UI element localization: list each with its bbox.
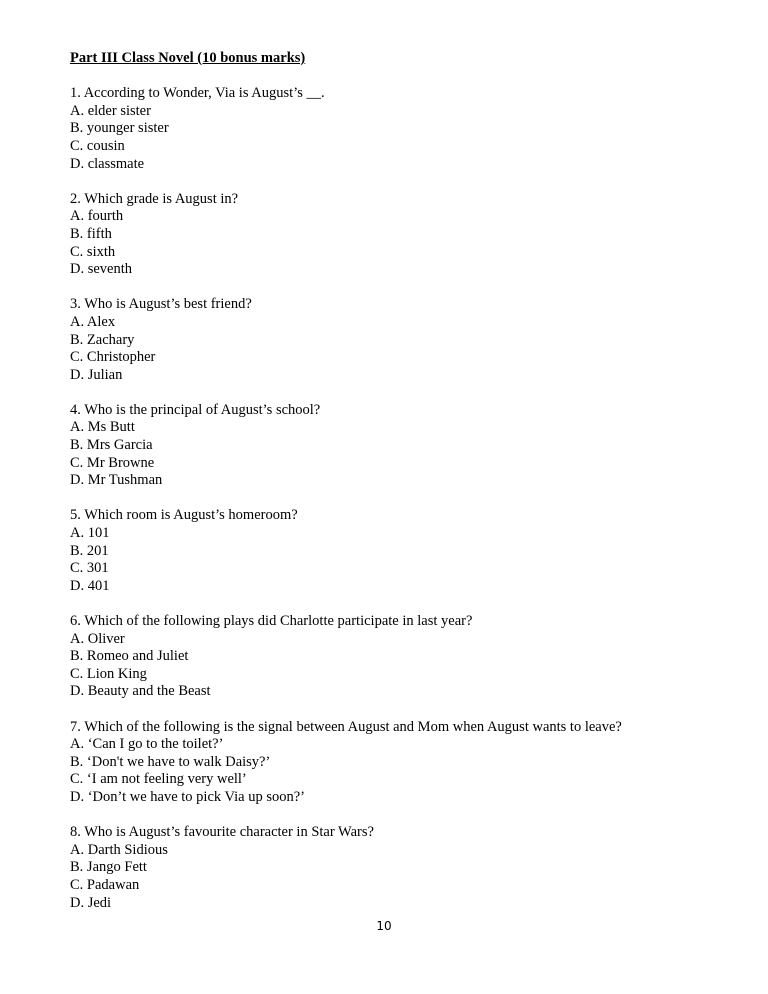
question-text: 5. Which room is August’s homeroom? [70,507,298,524]
option-c: C. Padawan [70,876,140,893]
option-a: A. elder sister [70,102,151,119]
option-d: D. Jedi [70,894,112,911]
option-c: C. 301 [70,560,109,577]
question-text: 8. Who is August’s favourite character in Star Wars? [70,824,374,841]
option-b: B. Romeo and Juliet [70,648,189,665]
question-text: 3. Who is August’s best friend? [70,296,252,313]
section-title: Part III Class Novel (10 bonus marks) [70,50,306,66]
option-d: D. ‘Don’t we have to pick Via up soon?’ [70,788,305,805]
option-c: C. ‘I am not feeling very well’ [70,771,247,788]
question-4 [70,402,710,490]
option-d: D. Julian [70,366,123,383]
option-a: A. 101 [70,525,110,542]
question-text: 6. Which of the following plays did Charlotte participate in last year? [70,613,473,629]
option-d: D. 401 [70,577,110,594]
question-text: 7. Which of the following is the signal between August and Mom when August wants to leave? [70,718,622,735]
question-text: 2. Which grade is August in? [70,190,239,207]
option-b: B. Jango Fett [70,859,147,876]
option-b: B. Zachary [70,331,135,348]
option-a: A. fourth [70,208,124,225]
option-a: A. Alex [70,313,116,330]
document-page [70,50,710,930]
option-a: A. Oliver [70,630,125,647]
option-b: B. ‘Don't we have to walk Daisy?’ [70,753,271,770]
option-b: B. 201 [70,542,109,559]
question-text: 4. Who is the principal of August’s school? [70,401,321,418]
option-d: D. seventh [70,261,133,278]
option-d: D. Mr Tushman [70,472,163,489]
question-7 [70,719,710,807]
question-8 [70,824,710,912]
option-d: D. classmate [70,155,145,172]
option-a: A. Ms Butt [70,419,135,436]
option-c: C. sixth [70,243,116,260]
option-c: C. Christopher [70,349,156,366]
option-a: A. ‘Can I go to the toilet?’ [70,736,224,753]
option-b: B. younger sister [70,120,169,137]
option-c: C. Mr Browne [70,454,155,471]
page-number: 10 [376,919,392,933]
question-2 [70,191,710,279]
option-c: C. cousin [70,137,125,154]
option-b: B. Mrs Garcia [70,437,153,454]
option-d: D. Beauty and the Beast [70,683,211,700]
question-6 [70,613,710,701]
question-1 [70,85,710,173]
option-a: A. Darth Sidious [70,841,168,858]
question-3 [70,296,710,384]
option-c: C. Lion King [70,665,147,682]
question-text: 1. According to Wonder, Via is August’s __. [70,85,325,102]
option-b: B. fifth [70,225,112,242]
question-5 [70,507,710,595]
